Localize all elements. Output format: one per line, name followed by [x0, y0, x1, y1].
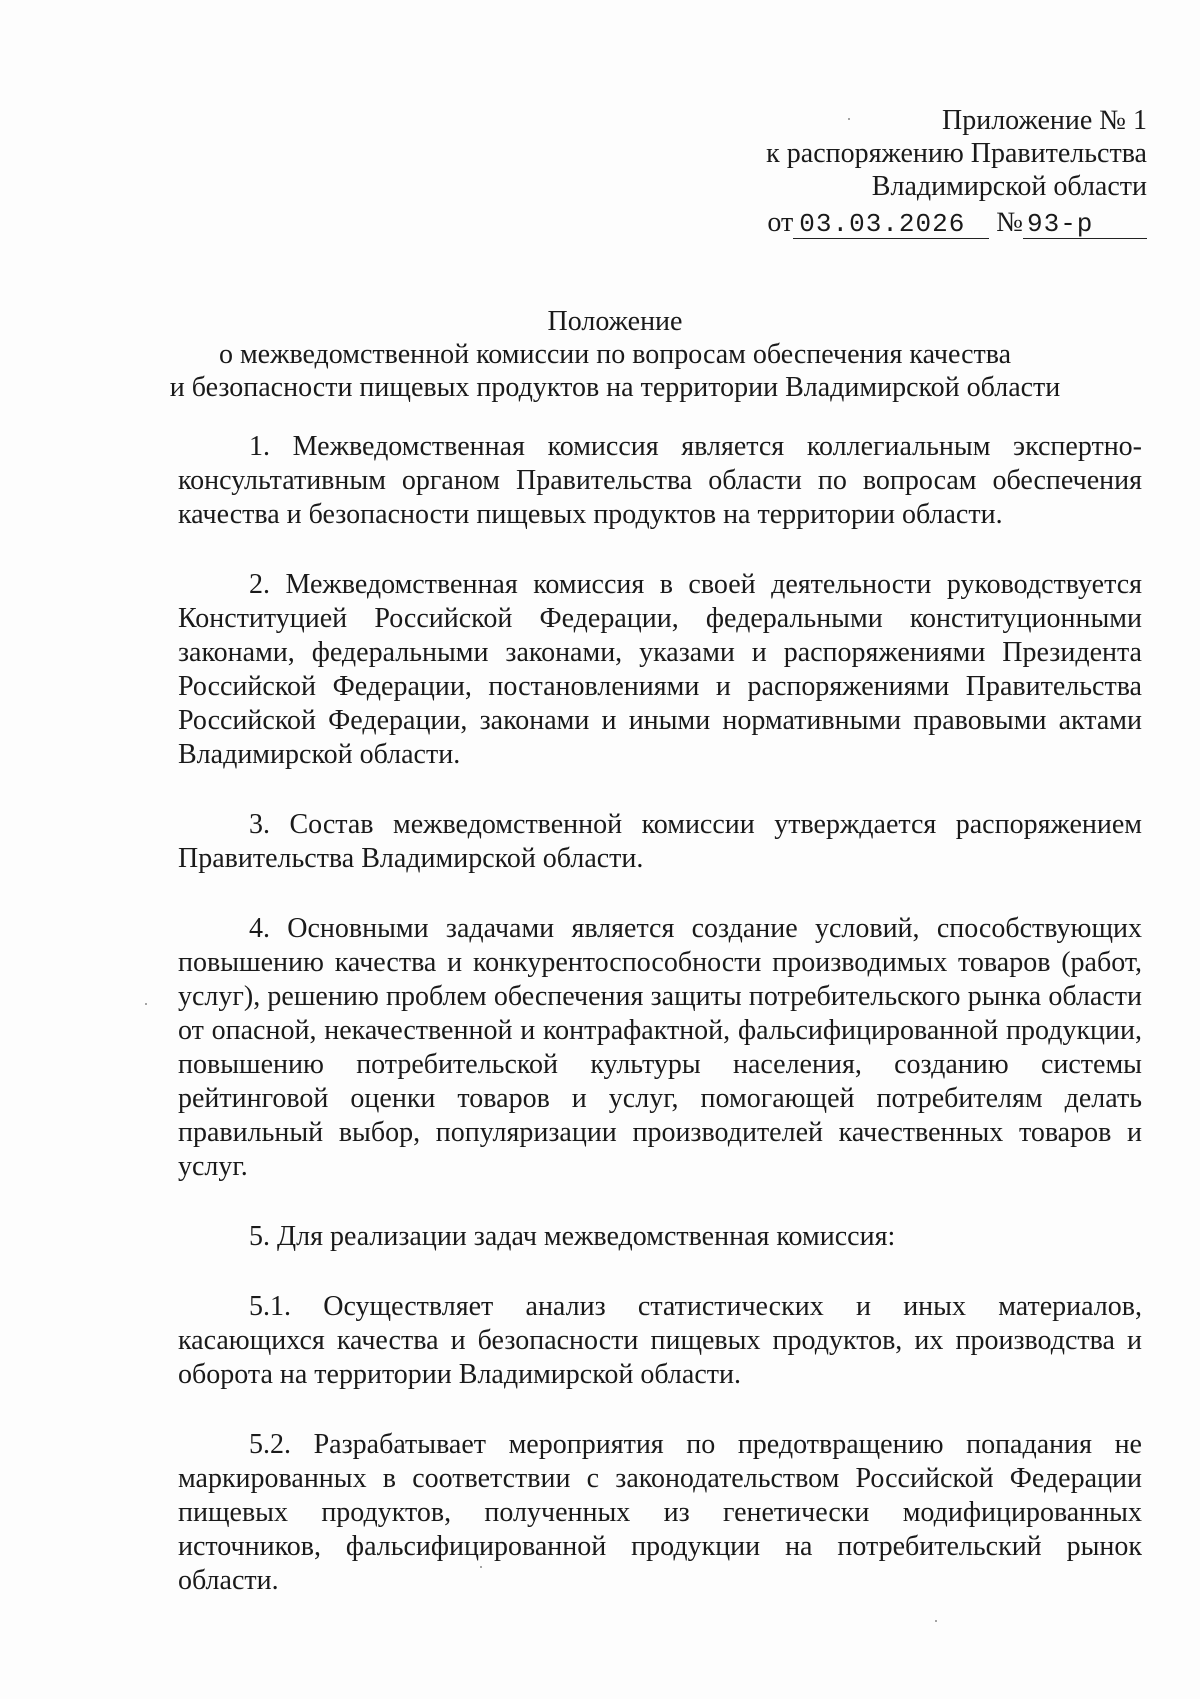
scan-speck — [145, 1003, 147, 1005]
paragraph-5: 5. Для реализации задач межведомственная комиссия: — [249, 1221, 896, 1252]
appendix-reference: к распоряжению Правительства — [766, 138, 1147, 169]
document-body — [178, 430, 1142, 1634]
date-prefix: от — [767, 207, 794, 238]
scan-speck — [935, 1620, 937, 1622]
title-line-2: о межведомственной комиссии по вопросам обеспечения качества — [218, 339, 1012, 370]
scan-speck — [848, 118, 850, 120]
paragraph-5-1: 5.1. Осуществляет анализ статистических и иных материалов, касающихся качества и безопасности пищевых продуктов, их производства и оборота на территории Владимирской области. — [178, 1291, 1142, 1390]
document-date: 03.03.2026 — [793, 210, 989, 239]
document-title — [150, 305, 1080, 404]
paragraph-4: 4. Основными задачами является создание условий, способствующих повышению качества и конкурентоспособности производимых товаров (работ, услуг), решению проблем обеспечения защиты потребительского рынка области от опасной, некачественной и контрафактной, фальсифицированной продукции, повышению потребительской культуры населения, созданию системы рейтинговой оценки товаров и услуг, помогающей потребителям делать правильный выбор, популяризации производителей качественных товаров и услуг. — [178, 913, 1142, 1182]
number-prefix: № — [996, 207, 1023, 238]
paragraph-3: 3. Состав межведомственной комиссии утверждается распоряжением Правительства Владимирской области. — [178, 809, 1142, 874]
paragraph-1: 1. Межведомственная комиссия является коллегиальным экспертно-консультативным органом Правительства области по вопросам обеспечения качества и безопасности пищевых продуктов на территории области. — [178, 431, 1142, 530]
appendix-number: Приложение № 1 — [942, 105, 1147, 136]
scan-speck — [480, 1566, 482, 1568]
appendix-region: Владимирской области — [871, 171, 1147, 202]
paragraph-2: 2. Межведомственная комиссия в своей деятельности руководствуется Конституцией Российской Федерации, федеральными конституционными законами, федеральными законами, указами и распоряжениями Президента Российской Федерации, постановлениями и распоряжениями Правительства Российской Федерации, законами и иными нормативными правовыми актами Владимирской области. — [178, 569, 1142, 770]
paragraph-5-2: 5.2. Разрабатывает мероприятия по предотвращению попадания не маркированных в соответствии с законодательством Российской Федерации пищевых продуктов, полученных из генетически модифицированных источников, фальсифицированной продукции на потребительский рынок области. — [178, 1429, 1142, 1596]
document-number: 93-р — [1023, 210, 1147, 239]
title-line-1: Положение — [547, 306, 683, 337]
appendix-header — [727, 104, 1147, 239]
appendix-date-line — [727, 206, 1147, 239]
title-line-3: и безопасности пищевых продуктов на территории Владимирской области — [169, 372, 1061, 403]
